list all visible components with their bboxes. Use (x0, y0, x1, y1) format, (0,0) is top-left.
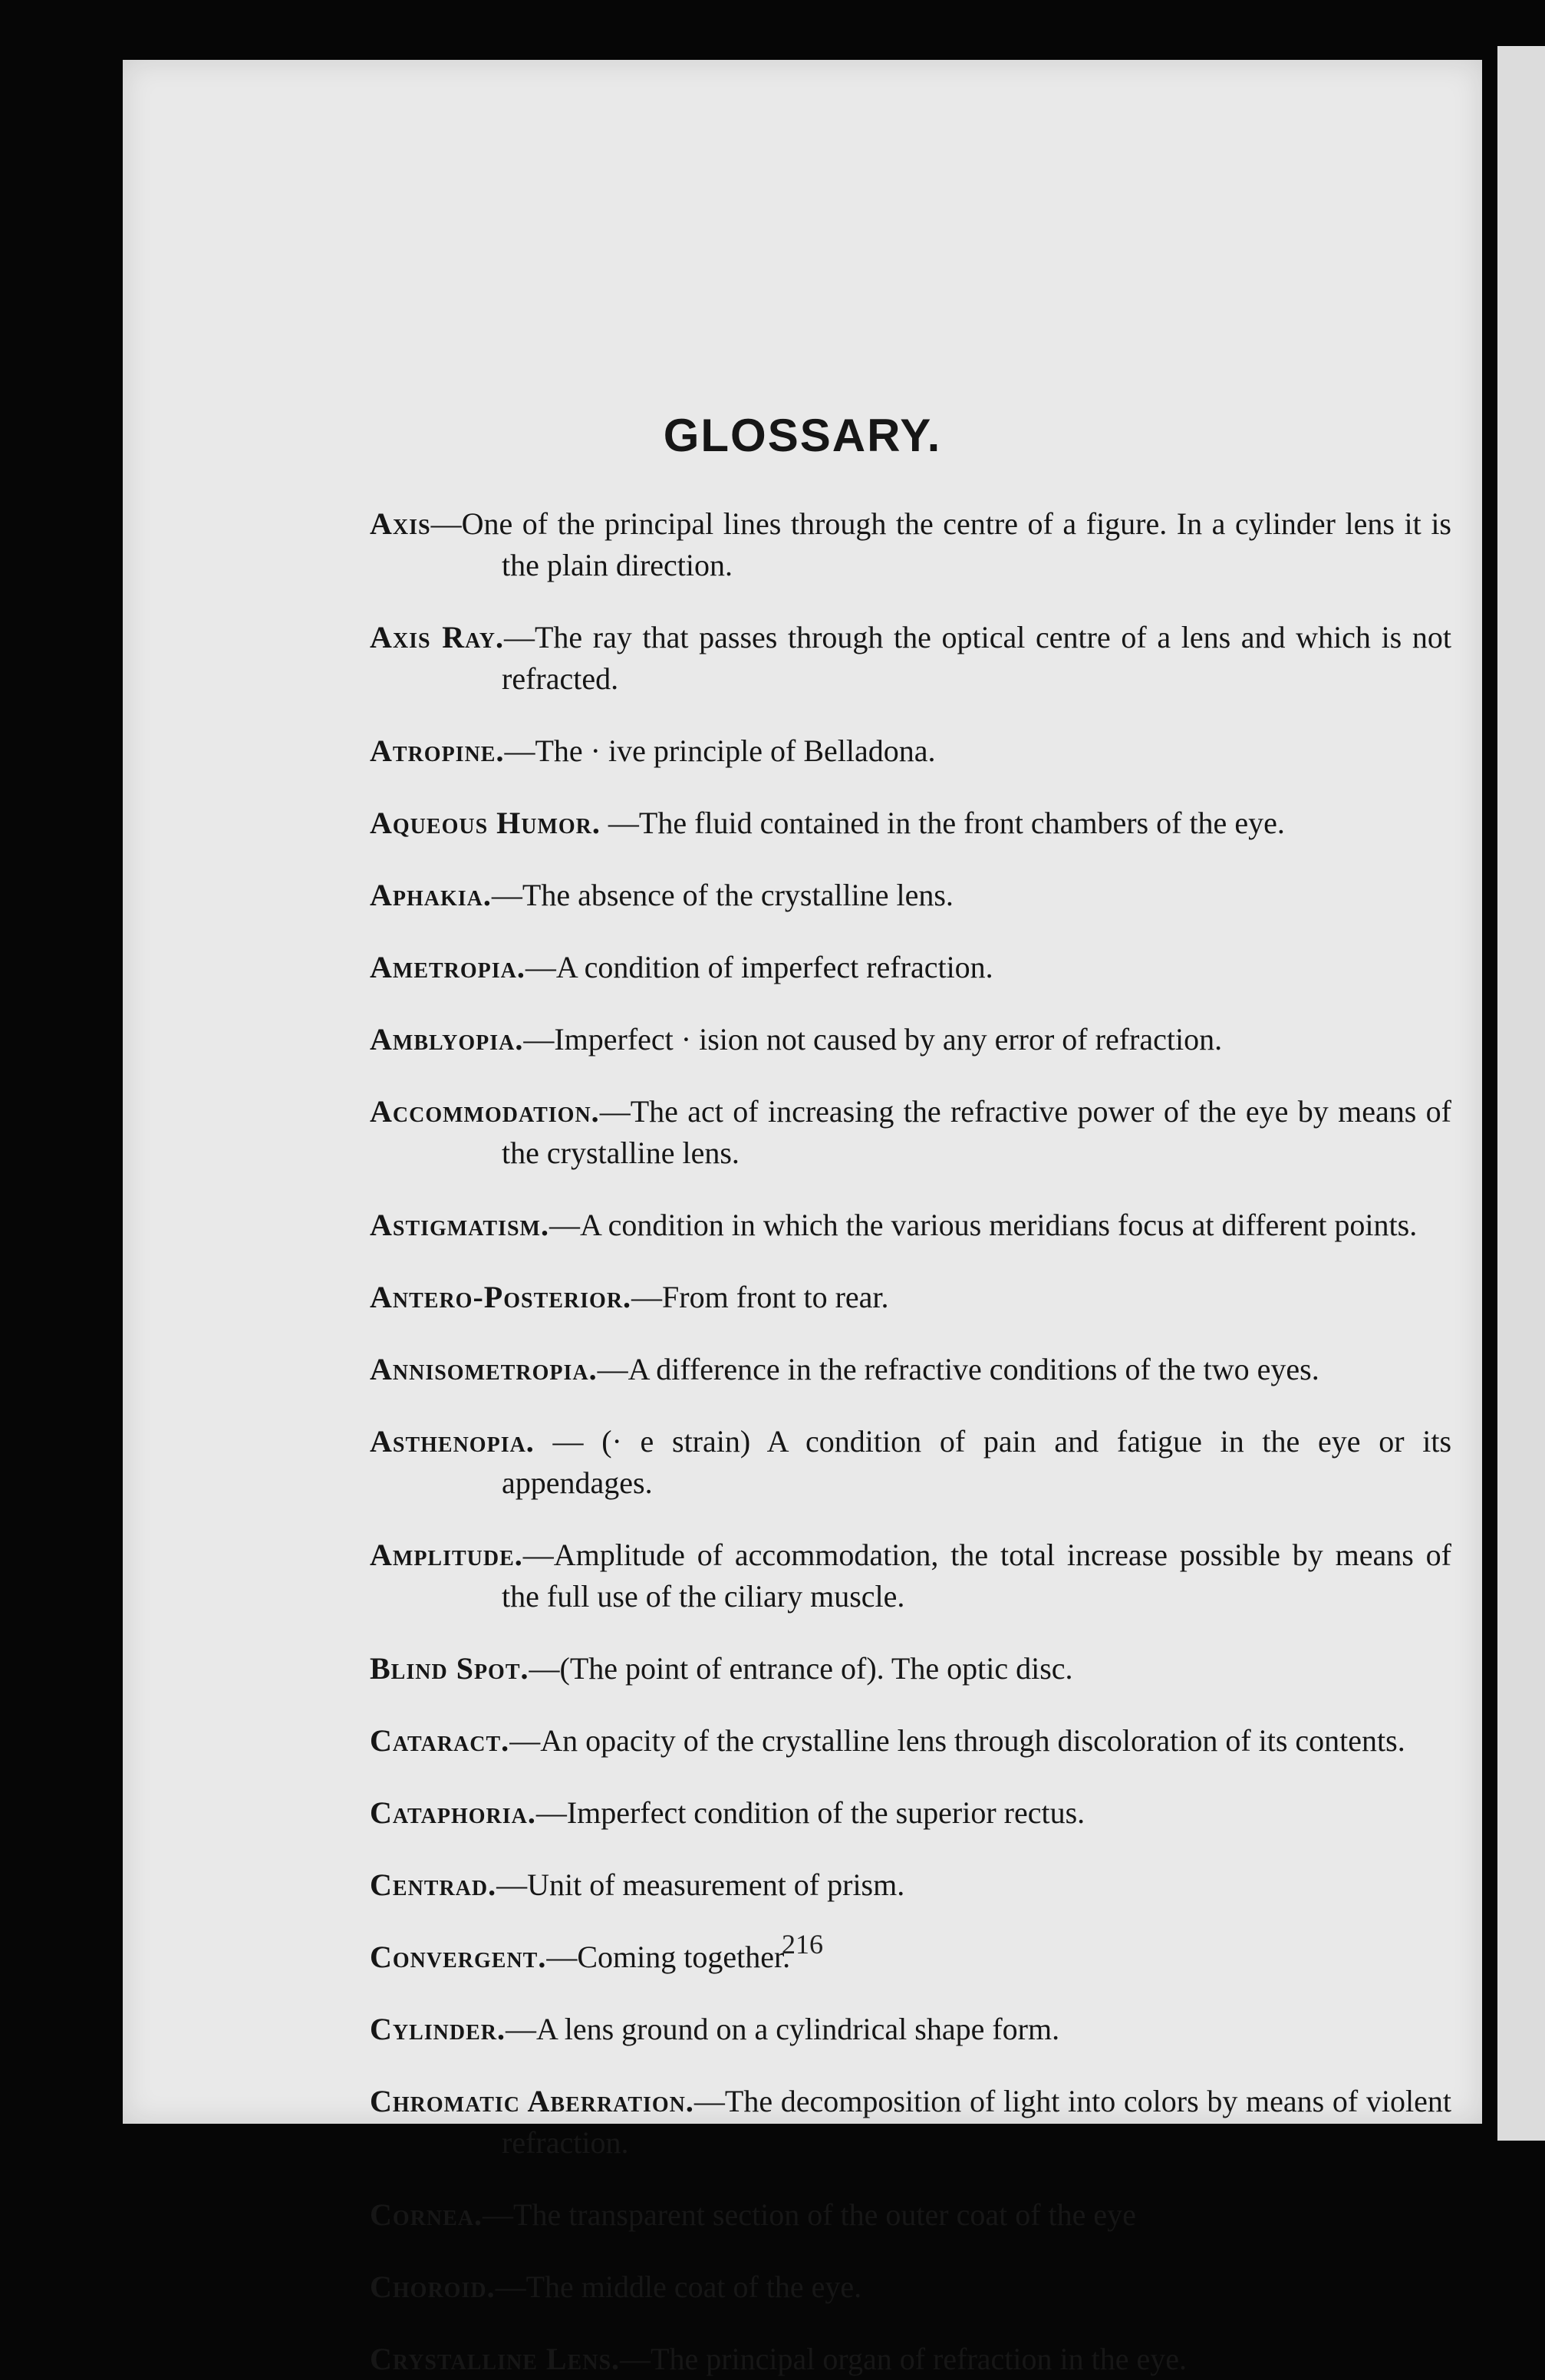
entry-separator: — (430, 506, 462, 541)
glossary-term: Blind Spot. (370, 1651, 529, 1686)
glossary-definition: The transparent section of the outer coat of the eye (513, 2197, 1136, 2232)
glossary-definition: Imperfect condition of the superior rectus. (566, 1795, 1085, 1830)
glossary-definition: One of the principal lines through the centre of a figure. In a cylinder lens it is the plain direction. (461, 506, 1451, 582)
glossary-term: Aphakia. (370, 878, 492, 912)
document-page (123, 60, 1482, 2376)
glossary-term: Cataract. (370, 1723, 510, 1758)
glossary-term: Cylinder. (370, 2012, 506, 2046)
glossary-term: Crystalline Lens. (370, 2342, 621, 2376)
glossary-term: Annisometropia. (370, 1352, 598, 1386)
glossary-term: Ametropia. (370, 950, 525, 984)
glossary-entry (370, 1534, 1451, 1617)
glossary-definition: The principal organ of refraction in the eye. (651, 2342, 1187, 2376)
glossary-definition: (The point of entrance of). The optic disc. (559, 1651, 1073, 1686)
entry-separator: — (506, 2012, 537, 2046)
entry-separator: — (546, 1940, 578, 1974)
adjacent-page-edge (1497, 46, 1545, 2141)
glossary-definition: The · ive principle of Belladona. (535, 733, 936, 768)
glossary-definition: Unit of measurement of prism. (527, 1867, 905, 1902)
glossary-entry (370, 2194, 1451, 2236)
glossary-term: Cataphoria. (370, 1795, 536, 1830)
glossary-entry (370, 2081, 1451, 2164)
glossary-entry (370, 1648, 1451, 1689)
glossary-definition: A lens ground on a cylindrical shape form. (536, 2012, 1060, 2046)
glossary-term: Axis (370, 506, 431, 541)
glossary-definition: The fluid contained in the front chambers of the eye. (638, 806, 1285, 840)
entry-separator: — (534, 1424, 602, 1459)
entry-separator: — (599, 1094, 631, 1129)
entry-separator: — (496, 1867, 528, 1902)
glossary-term: Cornea. (370, 2197, 483, 2232)
glossary-definition: A condition in which the various meridians focus at different points. (579, 1208, 1418, 1242)
page-title: GLOSSARY. (663, 410, 942, 461)
glossary-term: Convergent. (370, 1940, 547, 1974)
entry-separator: — (525, 950, 556, 984)
glossary-entry (370, 803, 1451, 844)
entry-separator: — (495, 2270, 526, 2304)
glossary-term: Atropine. (370, 733, 505, 768)
glossary-term: Centrad. (370, 1867, 497, 1902)
glossary-definition: Amplitude of accommodation, the total increase possible by means of the full use of the ciliary muscle. (502, 1538, 1451, 1614)
glossary-term: Aqueous Humor. (370, 806, 601, 840)
entry-separator: — (503, 620, 535, 654)
glossary-term: Chromatic Aberration. (370, 2084, 694, 2118)
glossary-term: Amplitude. (370, 1538, 523, 1572)
glossary-term: Choroid. (370, 2270, 496, 2304)
entry-separator: — (600, 806, 639, 840)
glossary-entry (370, 947, 1451, 988)
glossary-definition: The decomposition of light into colors by means of violent refraction. (502, 2084, 1451, 2160)
glossary-term: Amblyopia. (370, 1022, 524, 1056)
glossary-definition: The ray that passes through the optical centre of a lens and which is not refracted. (502, 620, 1451, 696)
glossary-entry (370, 2009, 1451, 2050)
entry-separator: — (631, 1280, 663, 1314)
glossary-term: Antero-Posterior. (370, 1280, 632, 1314)
entry-separator: — (529, 1651, 560, 1686)
glossary-entry (370, 1205, 1451, 1246)
glossary-term: Accommodation. (370, 1094, 600, 1129)
glossary-definition: The absence of the crystalline lens. (522, 878, 954, 912)
glossary-entry (370, 1421, 1451, 1504)
glossary-term: Astigmatism. (370, 1208, 549, 1242)
glossary-definition: Coming together. (577, 1940, 791, 1974)
glossary-definition: A condition of imperfect refraction. (555, 950, 993, 984)
glossary-entry (370, 730, 1451, 772)
glossary-entry (370, 2339, 1451, 2380)
glossary-definition: (· e strain) A condition of pain and fatigue in the eye or its appendages. (502, 1424, 1452, 1500)
entry-separator: — (523, 1022, 555, 1056)
glossary-entry (370, 503, 1451, 586)
glossary-entry (370, 1792, 1451, 1834)
entry-separator: — (504, 733, 535, 768)
glossary-term: Asthenopia. (370, 1424, 535, 1459)
entry-separator: — (491, 878, 522, 912)
glossary-entry (370, 1720, 1451, 1762)
glossary-definition: The middle coat of the eye. (525, 2270, 862, 2304)
glossary-entry (370, 1277, 1451, 1318)
entry-separator: — (693, 2084, 725, 2118)
page-number: 216 (782, 1929, 823, 1960)
entry-separator: — (535, 1795, 567, 1830)
glossary-entry (370, 1349, 1451, 1390)
glossary-definition: The act of increasing the refractive power of the eye by means of the crystalline lens. (502, 1094, 1451, 1170)
glossary-entry (370, 1864, 1451, 1906)
glossary-list (370, 473, 1451, 2380)
entry-separator: — (509, 1723, 541, 1758)
entry-separator: — (548, 1208, 580, 1242)
entry-separator: — (483, 2197, 514, 2232)
glossary-definition: A difference in the refractive conditions of the two eyes. (628, 1352, 1319, 1386)
glossary-entry (370, 617, 1451, 700)
glossary-term: Axis Ray. (370, 620, 504, 654)
entry-separator: — (522, 1538, 554, 1572)
entry-separator: — (620, 2342, 651, 2376)
glossary-definition: Imperfect · ision not caused by any error of refraction. (554, 1022, 1223, 1056)
glossary-entry (370, 1019, 1451, 1060)
glossary-entry (370, 2266, 1451, 2308)
glossary-definition: From front to rear. (662, 1280, 889, 1314)
entry-separator: — (597, 1352, 628, 1386)
glossary-definition: An opacity of the crystalline lens through discoloration of its contents. (540, 1723, 1405, 1758)
glossary-entry (370, 1091, 1451, 1174)
glossary-entry (370, 875, 1451, 916)
